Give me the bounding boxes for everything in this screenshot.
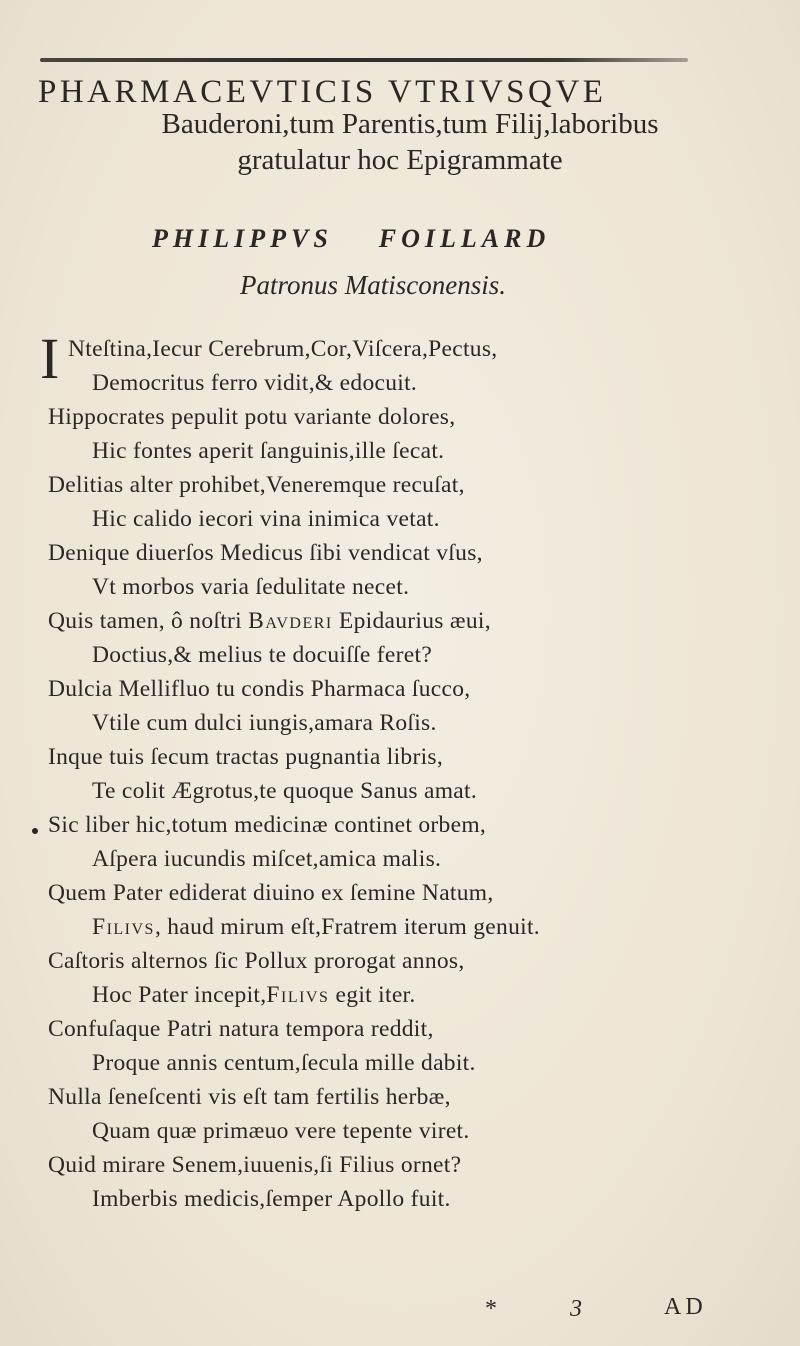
poem-line-13: Inque tuis ſecum tractas pugnantia libris, bbox=[48, 744, 444, 770]
poem-line-15: Sic liber hic,totum medicinæ continet orbem, bbox=[48, 812, 487, 838]
poem-line-7: Denique diuerſos Medicus ſibi vendicat vſus, bbox=[48, 540, 483, 566]
bauderi-name: Bavderi bbox=[248, 608, 333, 634]
footer-star: * bbox=[485, 1296, 497, 1322]
poem-line-21: Confuſaque Patri natura tempora reddit, bbox=[48, 1016, 434, 1042]
poem-line-17: Quem Pater ediderat diuino ex ſemine Natum, bbox=[48, 880, 494, 906]
subtitle-line-2: gratulatur hoc Epigrammate bbox=[237, 144, 563, 176]
poem-line-10: Doctius,& melius te docuiſſe feret? bbox=[92, 642, 433, 668]
poem-line-22: Proque annis centum,ſecula mille dabit. bbox=[92, 1050, 476, 1076]
poem-line-8: Vt morbos varia ſedulitate necet. bbox=[92, 574, 410, 600]
author-name bbox=[152, 224, 752, 254]
poem-line-23: Nulla ſeneſcenti vis eſt tam fertilis herbæ, bbox=[48, 1084, 451, 1110]
author-title: Patronus Matisconensis. bbox=[240, 270, 506, 300]
poem-line-25: Quid mirare Senem,iuuenis,ſi Filius ornet? bbox=[48, 1152, 462, 1178]
poem-line-20: Hoc Pater incepit,Filivs egit iter. bbox=[92, 982, 416, 1008]
page-heading: PHARMACEVTICIS VTRIVSQVE bbox=[38, 74, 607, 110]
poem-line-6: Hic calido iecori vina inimica vetat. bbox=[92, 506, 440, 532]
poem-line-2: Democritus ferro vidit,& edocuit. bbox=[92, 370, 418, 396]
poem-line-26: Imberbis medicis,ſemper Apollo fuit. bbox=[92, 1186, 451, 1212]
poem-line-16: Aſpera iucundis miſcet,amica malis. bbox=[92, 846, 442, 872]
catchword: AD bbox=[664, 1294, 707, 1320]
poem-line-11: Dulcia Mellifluo tu condis Pharmaca ſucco, bbox=[48, 676, 471, 702]
poem-line-19: Caſtoris alternos ſic Pollux prorogat annos, bbox=[48, 948, 465, 974]
poem-line-9: Quis tamen, ô noſtri Bavderi Epidaurius æui, bbox=[48, 608, 491, 634]
poem-line-4: Hic fontes aperit ſanguinis,ille ſecat. bbox=[92, 438, 445, 464]
poem-line-5: Delitias alter prohibet,Veneremque recuſat, bbox=[48, 472, 465, 498]
poem-line-24: Quam quæ primæuo vere tepente viret. bbox=[92, 1118, 470, 1144]
top-rule bbox=[40, 58, 688, 62]
poem-line-18: Filivs, haud mirum eſt,Fratrem iterum genuit. bbox=[92, 914, 540, 940]
drop-cap: I bbox=[40, 326, 60, 391]
poem-line-14: Te colit Ægrotus,te quoque Sanus amat. bbox=[92, 778, 478, 804]
author-last-name: FOILLARD bbox=[378, 224, 551, 253]
poem-line-1: Nteſtina,Iecur Cerebrum,Cor,Viſcera,Pectus, bbox=[68, 336, 498, 362]
margin-dot bbox=[32, 828, 38, 834]
subtitle-line-1: Bauderoni,tum Parentis,tum Filij,laboribus bbox=[161, 108, 659, 140]
poem-line-3: Hippocrates pepulit potu variante dolores, bbox=[48, 404, 456, 430]
poem-line-12: Vtile cum dulci iungis,amara Roſis. bbox=[92, 710, 437, 736]
signature-mark: 3 bbox=[570, 1296, 582, 1322]
author-first-name: PHILIPPVS bbox=[152, 224, 333, 253]
